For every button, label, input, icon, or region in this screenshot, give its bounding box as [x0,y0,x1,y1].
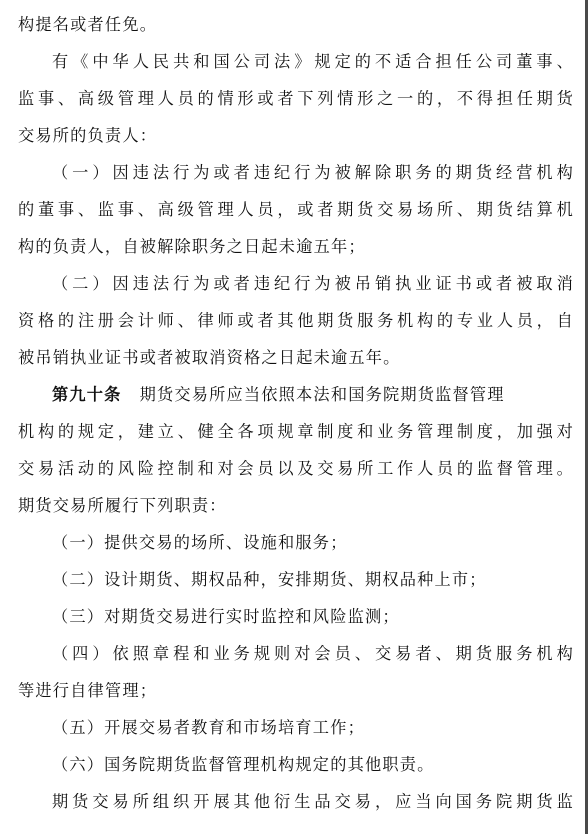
text-line: 机构的规定，建立、健全各项规章制度和业务管理制度，加强对 [18,422,574,441]
text-line: （六）国务院期货监督管理机构规定的其他职责。 [52,755,435,774]
text-line: （一）因违法行为或者违纪行为被解除职务的期货经营机构 [52,163,574,182]
article-90-text: 期货交易所应当依照本法和国务院期货监督管理 [139,385,505,404]
text-line: 等进行自律管理； [18,681,158,700]
text-line: 被吊销执业证书或者被取消资格之日起未逾五年。 [18,348,401,367]
text-line: 交易所的负责人： [18,126,158,145]
text-line: 期货交易所组织开展其他衍生品交易，应当向国务院期货监 [52,792,574,811]
text-line: 有《中华人民共和国公司法》规定的不适合担任公司董事、 [52,52,574,71]
text-line: （三）对期货交易进行实时监控和风险监测； [52,607,400,626]
text-line: （二）因违法行为或者违纪行为被吊销执业证书或者被取消 [52,274,574,293]
text-line: （五）开展交易者教育和市场培育工作； [52,718,365,737]
text-line: （一）提供交易的场所、设施和服务； [52,533,348,552]
text-line: 交易活动的风险控制和对会员以及交易所工作人员的监督管理。 [18,459,574,478]
text-line: 监事、高级管理人员的情形或者下列情形之一的，不得担任期货 [18,89,574,108]
text-line: 构提名或者任免。 [18,15,158,34]
article-90-heading-line [18,376,574,413]
text-line: （二）设计期货、期权品种，安排期货、期权品种上市； [52,570,487,589]
text-line: 的董事、监事、高级管理人员，或者期货交易场所、期货结算机 [18,200,574,219]
text-line: 资格的注册会计师、律师或者其他期货服务机构的专业人员，自 [18,311,574,330]
text-line: 期货交易所履行下列职责： [18,496,227,515]
text-line: （四）依照章程和业务规则对会员、交易者、期货服务机构 [52,644,574,663]
text-line: 构的负责人，自被解除职务之日起未逾五年； [18,237,366,256]
article-90-title: 第九十条 [52,385,122,404]
